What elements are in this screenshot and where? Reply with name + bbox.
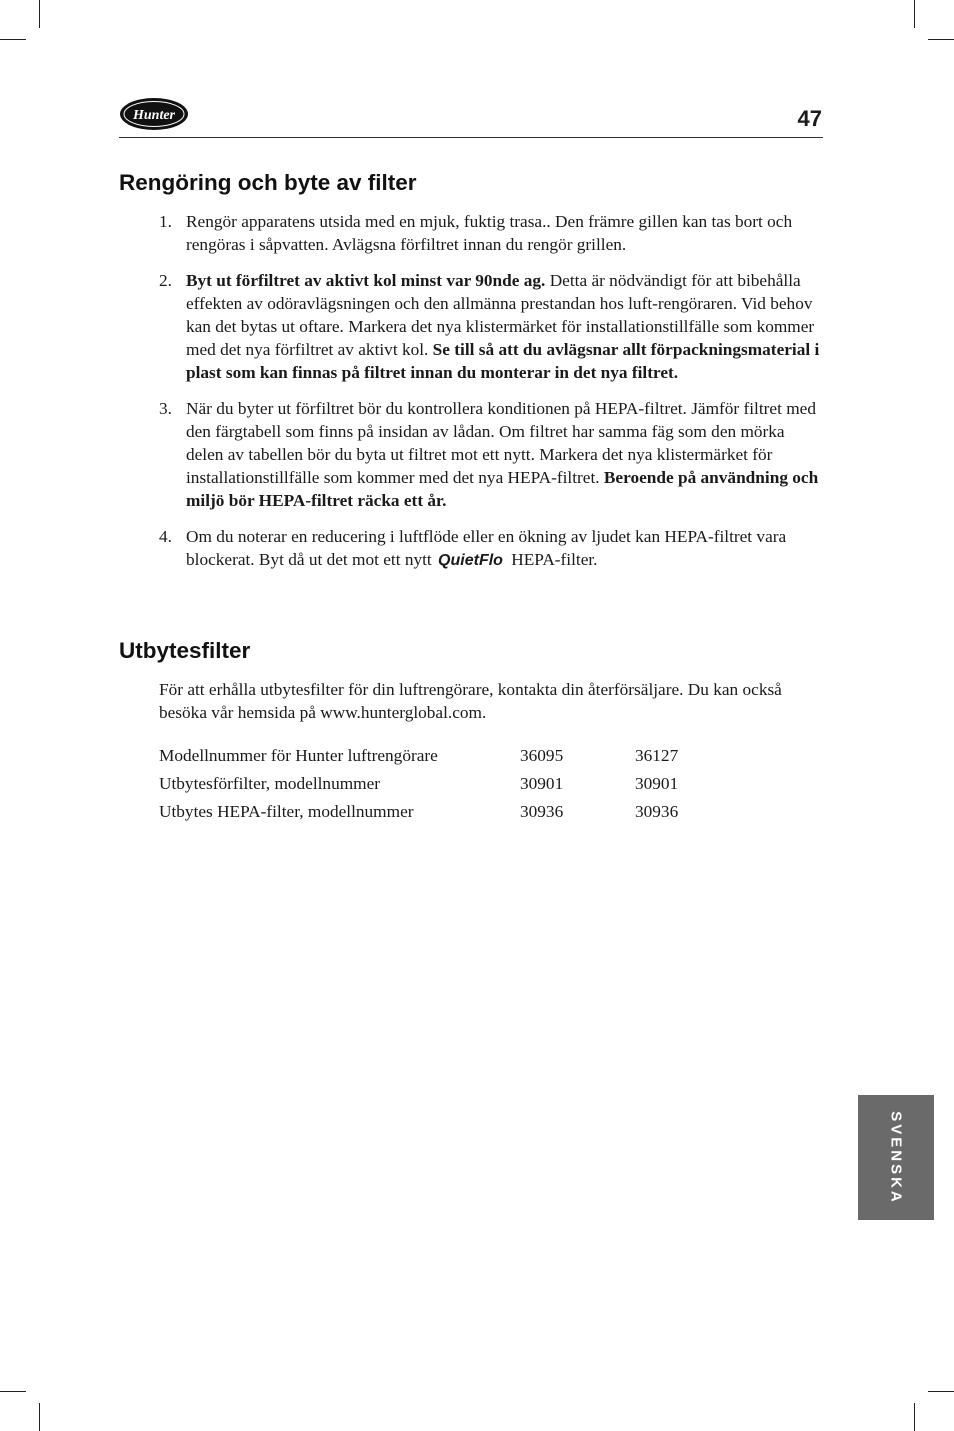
step-text: Rengör apparatens utsida med en mjuk, fuktig trasa.. Den främre gillen kan tas bort och rengöras i såpvatten. Avlägsna förfiltret innan du rengör grillen.: [186, 212, 793, 254]
row-label: Utbytesförfilter, modellnummer: [159, 774, 381, 793]
logo-wordmark: Hunter: [132, 108, 176, 123]
step-text-after: HEPA-filter.: [506, 550, 598, 569]
model-value: 30901: [635, 774, 679, 793]
step-bold-lead: Byt ut förfiltret av aktivt kol minst var 90nde ag.: [186, 271, 546, 290]
table-row: [159, 770, 715, 798]
crop-mark: [928, 39, 954, 40]
step-bold-tail: Se till så att du avlägsnar allt förpackningsmaterial i plast som kan finnas på filtret innan du monterar in det nya filtret.: [186, 340, 820, 382]
model-value: 30936: [520, 802, 564, 821]
step-text: Om du noterar en reducering i luftflöde eller en ökning av ljudet kan HEPA-filtret vara blockerat. Byt då ut det mot ett nytt: [186, 527, 787, 569]
step-text: Detta är nödvändigt för att bibehålla effekten av odöravlägsningen och den allmänna prestandan hos luft-rengöraren. Vid behov kan det bytas ut oftare. Markera det nya klistermärket för installationstillfälle som kommer med det nya förfiltret av aktivt kol.: [186, 271, 815, 359]
crop-mark: [39, 1403, 40, 1431]
replacement-intro: För att erhålla utbytesfilter för din luftrengörare, kontakta din återförsäljare. Du kan också besöka vår hemsida på www.hunterglobal.com.: [159, 680, 782, 722]
crop-mark: [39, 0, 40, 28]
list-item: [159, 269, 823, 384]
row-label: Modellnummer för Hunter luftrengörare: [159, 746, 438, 765]
model-number-table: [159, 742, 715, 826]
step-number: 3.: [159, 399, 172, 418]
hunter-logo: [118, 96, 190, 132]
header-rule: [119, 137, 823, 138]
list-item: [159, 210, 823, 256]
list-item: [159, 397, 823, 512]
quietflo-brand: QuietFlo: [438, 552, 503, 569]
step-number: 2.: [159, 271, 172, 290]
step-bold-tail: Beroende på användning och miljö bör HEPA-filtret räcka ett år.: [186, 468, 819, 510]
crop-mark: [928, 1391, 954, 1392]
table-row: [159, 742, 715, 770]
language-tab: [858, 1095, 934, 1220]
model-value: 30901: [520, 774, 564, 793]
crop-mark: [0, 39, 26, 40]
crop-mark: [914, 0, 915, 28]
list-item: [159, 525, 823, 572]
model-value: 36095: [520, 746, 564, 765]
page-number: 47: [797, 106, 822, 131]
crop-mark: [914, 1403, 915, 1431]
step-number: 1.: [159, 212, 172, 231]
step-text: När du byter ut förfiltret bör du kontrollera konditionen på HEPA-filtret. Jämför filtret med den färgtabell som finns på insidan av lådan. Om filtret har samma fäg som den mörka delen av tabellen bör du byta ut filtret mot ett nytt. Markera det nya klistermärket för installationstillfälle som kommer med det nya HEPA-filtret.: [186, 399, 816, 487]
language-tab-label: SVENSKA: [887, 1110, 905, 1205]
crop-mark: [0, 1391, 26, 1392]
section-title-cleaning: Rengöring och byte av filter: [119, 170, 417, 195]
table-row: [159, 798, 715, 826]
cleaning-steps-list: [159, 210, 823, 585]
row-label: Utbytes HEPA-filter, modellnummer: [159, 802, 414, 821]
model-value: 36127: [635, 746, 679, 765]
model-value: 30936: [635, 802, 679, 821]
section-title-replacement-filters: Utbytesfilter: [119, 638, 251, 663]
step-number: 4.: [159, 527, 172, 546]
